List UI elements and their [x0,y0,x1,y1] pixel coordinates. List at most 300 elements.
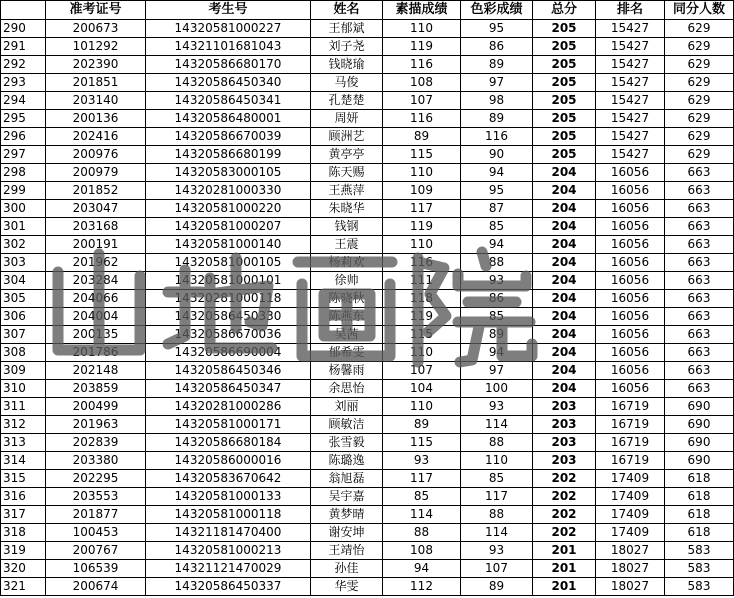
cell-row-number: 298 [1,164,46,182]
cell-candidate-number: 14320581000140 [146,236,311,254]
cell-exam-ticket-number: 202416 [46,128,146,146]
cell-sketch-score: 115 [383,434,461,452]
cell-rank: 16056 [596,272,665,290]
table-row [1,362,734,380]
cell-candidate-number: 14320586680184 [146,434,311,452]
cell-candidate-number: 14320586670036 [146,326,311,344]
cell-sketch-score: 93 [383,452,461,470]
table-row [1,578,734,596]
cell-color-score: 116 [461,128,533,146]
table-row [1,452,734,470]
cell-rank: 16056 [596,236,665,254]
header-candidate-number: 考生号 [146,1,311,20]
table-row [1,218,734,236]
header-row [1,1,734,20]
cell-exam-ticket-number: 106539 [46,560,146,578]
table-row [1,74,734,92]
cell-row-number: 308 [1,344,46,362]
cell-name: 马俊 [311,74,383,92]
cell-sketch-score: 108 [383,74,461,92]
cell-exam-ticket-number: 201851 [46,74,146,92]
cell-exam-ticket-number: 200135 [46,326,146,344]
cell-row-number: 312 [1,416,46,434]
cell-rank: 17409 [596,488,665,506]
cell-sketch-score: 111 [383,272,461,290]
cell-total-score: 204 [533,290,596,308]
cell-name: 王郁斌 [311,20,383,38]
table-row [1,398,734,416]
cell-rank: 16719 [596,434,665,452]
cell-exam-ticket-number: 202148 [46,362,146,380]
cell-sketch-score: 110 [383,164,461,182]
cell-candidate-number: 14320581000213 [146,542,311,560]
cell-sketch-score: 112 [383,578,461,596]
cell-rank: 16056 [596,326,665,344]
cell-tie-count: 629 [665,38,734,56]
cell-candidate-number: 14320581000118 [146,506,311,524]
table-row [1,254,734,272]
cell-color-score: 90 [461,146,533,164]
cell-tie-count: 583 [665,542,734,560]
cell-tie-count: 583 [665,578,734,596]
cell-candidate-number: 14321121470029 [146,560,311,578]
cell-color-score: 94 [461,236,533,254]
cell-total-score: 204 [533,254,596,272]
cell-name: 刘子尧 [311,38,383,56]
cell-rank: 16056 [596,308,665,326]
cell-color-score: 89 [461,326,533,344]
cell-tie-count: 629 [665,146,734,164]
cell-color-score: 94 [461,164,533,182]
cell-candidate-number: 14320583670642 [146,470,311,488]
cell-total-score: 205 [533,128,596,146]
cell-row-number: 303 [1,254,46,272]
cell-exam-ticket-number: 203047 [46,200,146,218]
cell-exam-ticket-number: 200499 [46,398,146,416]
cell-exam-ticket-number: 200136 [46,110,146,128]
cell-total-score: 202 [533,470,596,488]
cell-color-score: 93 [461,542,533,560]
cell-color-score: 97 [461,362,533,380]
cell-name: 陈晓秋 [311,290,383,308]
cell-name: 刘丽 [311,398,383,416]
cell-row-number: 290 [1,20,46,38]
cell-name: 黄梦晴 [311,506,383,524]
cell-candidate-number: 14320581000171 [146,416,311,434]
cell-color-score: 88 [461,254,533,272]
cell-rank: 15427 [596,128,665,146]
header-rank: 排名 [596,1,665,20]
cell-name: 杨莉欢 [311,254,383,272]
cell-row-number: 299 [1,182,46,200]
cell-sketch-score: 85 [383,488,461,506]
table-row [1,38,734,56]
cell-sketch-score: 116 [383,110,461,128]
cell-row-number: 311 [1,398,46,416]
table-row [1,434,734,452]
cell-name: 张雪毅 [311,434,383,452]
cell-total-score: 201 [533,560,596,578]
table-row [1,308,734,326]
cell-total-score: 201 [533,542,596,560]
cell-row-number: 317 [1,506,46,524]
table-row [1,470,734,488]
table-row [1,20,734,38]
cell-candidate-number: 14321181470400 [146,524,311,542]
cell-color-score: 85 [461,308,533,326]
cell-tie-count: 629 [665,128,734,146]
cell-total-score: 202 [533,506,596,524]
cell-total-score: 205 [533,20,596,38]
table-row [1,416,734,434]
header-exam-ticket-number: 准考证号 [46,1,146,20]
cell-sketch-score: 117 [383,200,461,218]
table-row [1,344,734,362]
cell-exam-ticket-number: 202839 [46,434,146,452]
table-row [1,542,734,560]
cell-tie-count: 629 [665,56,734,74]
cell-candidate-number: 14320586690004 [146,344,311,362]
table-row [1,182,734,200]
cell-tie-count: 663 [665,326,734,344]
cell-sketch-score: 115 [383,326,461,344]
cell-exam-ticket-number: 200979 [46,164,146,182]
cell-sketch-score: 115 [383,146,461,164]
cell-sketch-score: 116 [383,254,461,272]
cell-candidate-number: 14320586000016 [146,452,311,470]
cell-candidate-number: 14320581000101 [146,272,311,290]
cell-rank: 16056 [596,362,665,380]
cell-tie-count: 663 [665,344,734,362]
cell-name: 王靖怡 [311,542,383,560]
cell-total-score: 204 [533,362,596,380]
cell-tie-count: 629 [665,20,734,38]
cell-sketch-score: 114 [383,506,461,524]
table-row [1,110,734,128]
cell-tie-count: 663 [665,308,734,326]
cell-sketch-score: 119 [383,308,461,326]
cell-sketch-score: 94 [383,560,461,578]
cell-sketch-score: 89 [383,128,461,146]
cell-row-number: 320 [1,560,46,578]
cell-rank: 16719 [596,398,665,416]
cell-rank: 16719 [596,452,665,470]
cell-rank: 15427 [596,146,665,164]
cell-rank: 15427 [596,56,665,74]
cell-rank: 16056 [596,164,665,182]
cell-candidate-number: 14320583000105 [146,164,311,182]
cell-name: 钱钢 [311,218,383,236]
cell-sketch-score: 116 [383,56,461,74]
cell-rank: 17409 [596,524,665,542]
cell-exam-ticket-number: 203859 [46,380,146,398]
cell-exam-ticket-number: 201963 [46,416,146,434]
cell-name: 陈璐逸 [311,452,383,470]
cell-total-score: 204 [533,308,596,326]
cell-row-number: 302 [1,236,46,254]
cell-row-number: 319 [1,542,46,560]
cell-row-number: 295 [1,110,46,128]
cell-name: 孔楚楚 [311,92,383,110]
cell-tie-count: 663 [665,290,734,308]
cell-color-score: 93 [461,272,533,290]
cell-color-score: 97 [461,74,533,92]
cell-exam-ticket-number: 101292 [46,38,146,56]
cell-sketch-score: 117 [383,470,461,488]
cell-name: 王燕萍 [311,182,383,200]
cell-tie-count: 618 [665,470,734,488]
cell-candidate-number: 14320586670039 [146,128,311,146]
cell-exam-ticket-number: 200673 [46,20,146,38]
cell-candidate-number: 14320281000330 [146,182,311,200]
cell-exam-ticket-number: 203553 [46,488,146,506]
cell-candidate-number: 14320281000286 [146,398,311,416]
cell-row-number: 310 [1,380,46,398]
cell-row-number: 296 [1,128,46,146]
cell-row-number: 293 [1,74,46,92]
cell-row-number: 321 [1,578,46,596]
cell-row-number: 313 [1,434,46,452]
cell-color-score: 95 [461,182,533,200]
cell-candidate-number: 14320586450340 [146,74,311,92]
cell-sketch-score: 89 [383,416,461,434]
cell-total-score: 203 [533,398,596,416]
cell-color-score: 89 [461,56,533,74]
cell-row-number: 316 [1,488,46,506]
cell-sketch-score: 118 [383,290,461,308]
cell-candidate-number: 14320581000105 [146,254,311,272]
cell-rank: 17409 [596,470,665,488]
cell-name: 钱晓瑜 [311,56,383,74]
cell-candidate-number: 14320586480001 [146,110,311,128]
cell-exam-ticket-number: 201852 [46,182,146,200]
table-row [1,488,734,506]
cell-row-number: 294 [1,92,46,110]
cell-tie-count: 663 [665,218,734,236]
cell-tie-count: 690 [665,416,734,434]
cell-rank: 16056 [596,380,665,398]
cell-color-score: 117 [461,488,533,506]
table-row [1,506,734,524]
cell-sketch-score: 88 [383,524,461,542]
cell-exam-ticket-number: 204066 [46,290,146,308]
table-row [1,200,734,218]
cell-total-score: 203 [533,434,596,452]
cell-candidate-number: 14320581000220 [146,200,311,218]
cell-name: 朱晓华 [311,200,383,218]
cell-total-score: 204 [533,200,596,218]
cell-name: 徐帅 [311,272,383,290]
cell-row-number: 309 [1,362,46,380]
cell-name: 杨馨雨 [311,362,383,380]
header-row-number [1,1,46,20]
header-color-score: 色彩成绩 [461,1,533,20]
table-row [1,290,734,308]
cell-exam-ticket-number: 200767 [46,542,146,560]
cell-total-score: 205 [533,110,596,128]
cell-tie-count: 690 [665,398,734,416]
cell-tie-count: 618 [665,506,734,524]
cell-color-score: 107 [461,560,533,578]
cell-row-number: 291 [1,38,46,56]
cell-total-score: 204 [533,164,596,182]
cell-row-number: 307 [1,326,46,344]
cell-total-score: 203 [533,416,596,434]
cell-sketch-score: 107 [383,362,461,380]
cell-tie-count: 663 [665,254,734,272]
cell-rank: 15427 [596,38,665,56]
cell-exam-ticket-number: 204004 [46,308,146,326]
table-row [1,236,734,254]
cell-tie-count: 663 [665,236,734,254]
cell-name: 黄亭亭 [311,146,383,164]
cell-total-score: 205 [533,146,596,164]
cell-candidate-number: 14320581000227 [146,20,311,38]
cell-sketch-score: 119 [383,218,461,236]
cell-name: 陈天赐 [311,164,383,182]
cell-candidate-number: 14320281000118 [146,290,311,308]
cell-tie-count: 629 [665,110,734,128]
cell-exam-ticket-number: 200976 [46,146,146,164]
cell-rank: 16056 [596,200,665,218]
cell-rank: 16056 [596,182,665,200]
table-row [1,560,734,578]
cell-color-score: 85 [461,218,533,236]
cell-sketch-score: 110 [383,344,461,362]
cell-color-score: 86 [461,38,533,56]
cell-rank: 16719 [596,416,665,434]
cell-row-number: 304 [1,272,46,290]
cell-candidate-number: 14321101681043 [146,38,311,56]
cell-total-score: 205 [533,56,596,74]
cell-exam-ticket-number: 203140 [46,92,146,110]
cell-tie-count: 663 [665,380,734,398]
cell-rank: 16056 [596,290,665,308]
cell-candidate-number: 14320586450337 [146,578,311,596]
cell-rank: 15427 [596,74,665,92]
cell-sketch-score: 108 [383,542,461,560]
cell-tie-count: 629 [665,74,734,92]
header-total-score: 总分 [533,1,596,20]
cell-rank: 18027 [596,542,665,560]
cell-color-score: 95 [461,20,533,38]
cell-name: 孙佳 [311,560,383,578]
cell-sketch-score: 110 [383,236,461,254]
cell-name: 吴茜 [311,326,383,344]
cell-tie-count: 663 [665,182,734,200]
cell-color-score: 93 [461,398,533,416]
cell-tie-count: 663 [665,272,734,290]
cell-color-score: 87 [461,200,533,218]
cell-candidate-number: 14320581000207 [146,218,311,236]
cell-name: 顾洲艺 [311,128,383,146]
cell-exam-ticket-number: 202295 [46,470,146,488]
cell-sketch-score: 107 [383,92,461,110]
cell-rank: 15427 [596,92,665,110]
cell-tie-count: 618 [665,488,734,506]
cell-candidate-number: 14320586680199 [146,146,311,164]
cell-rank: 15427 [596,110,665,128]
cell-color-score: 89 [461,578,533,596]
cell-name: 陈燕东 [311,308,383,326]
cell-total-score: 203 [533,452,596,470]
cell-sketch-score: 119 [383,38,461,56]
cell-tie-count: 690 [665,452,734,470]
cell-color-score: 100 [461,380,533,398]
cell-exam-ticket-number: 203284 [46,272,146,290]
cell-total-score: 204 [533,236,596,254]
cell-row-number: 305 [1,290,46,308]
cell-color-score: 88 [461,506,533,524]
cell-candidate-number: 14320586680170 [146,56,311,74]
cell-rank: 18027 [596,578,665,596]
header-sketch-score: 素描成绩 [383,1,461,20]
cell-name: 翁旭磊 [311,470,383,488]
cell-row-number: 306 [1,308,46,326]
cell-name: 顾敏洁 [311,416,383,434]
cell-rank: 18027 [596,560,665,578]
cell-total-score: 204 [533,380,596,398]
cell-tie-count: 663 [665,200,734,218]
cell-total-score: 202 [533,524,596,542]
cell-sketch-score: 110 [383,398,461,416]
cell-total-score: 204 [533,218,596,236]
cell-color-score: 98 [461,92,533,110]
cell-total-score: 204 [533,326,596,344]
cell-candidate-number: 14320581000133 [146,488,311,506]
cell-color-score: 88 [461,434,533,452]
table-row [1,326,734,344]
cell-exam-ticket-number: 203380 [46,452,146,470]
cell-sketch-score: 109 [383,182,461,200]
cell-total-score: 205 [533,38,596,56]
cell-sketch-score: 110 [383,20,461,38]
table-row [1,164,734,182]
cell-tie-count: 629 [665,92,734,110]
table-row [1,380,734,398]
cell-exam-ticket-number: 201877 [46,506,146,524]
cell-tie-count: 618 [665,524,734,542]
cell-exam-ticket-number: 203168 [46,218,146,236]
cell-tie-count: 663 [665,164,734,182]
cell-row-number: 314 [1,452,46,470]
cell-rank: 16056 [596,254,665,272]
cell-row-number: 292 [1,56,46,74]
cell-total-score: 205 [533,74,596,92]
cell-row-number: 318 [1,524,46,542]
cell-color-score: 114 [461,416,533,434]
table-row [1,92,734,110]
cell-color-score: 85 [461,470,533,488]
cell-exam-ticket-number: 200191 [46,236,146,254]
cell-exam-ticket-number: 200674 [46,578,146,596]
cell-exam-ticket-number: 201786 [46,344,146,362]
cell-candidate-number: 14320586450347 [146,380,311,398]
cell-name: 王震 [311,236,383,254]
cell-rank: 15427 [596,20,665,38]
cell-color-score: 94 [461,344,533,362]
cell-name: 余思怡 [311,380,383,398]
table-row [1,524,734,542]
cell-color-score: 89 [461,110,533,128]
cell-color-score: 114 [461,524,533,542]
cell-name: 谢安坤 [311,524,383,542]
cell-name: 吴宇嘉 [311,488,383,506]
table-row [1,272,734,290]
cell-candidate-number: 14320586450341 [146,92,311,110]
cell-name: 郁希雯 [311,344,383,362]
cell-rank: 17409 [596,506,665,524]
